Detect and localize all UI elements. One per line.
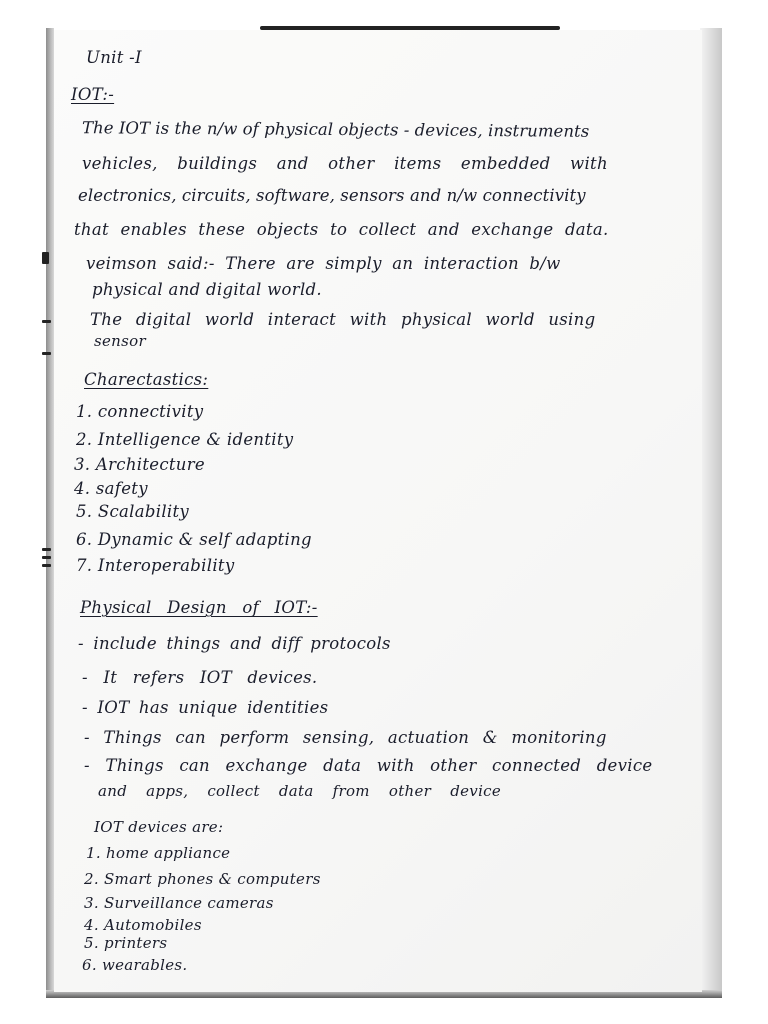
device-item: 2. Smart phones & computers (84, 870, 321, 888)
characteristic-item: 2. Intelligence & identity (76, 430, 294, 449)
characteristic-item: 3. Architecture (74, 455, 205, 474)
binding-mark (42, 556, 51, 559)
characteristics-heading: Charectastics: (84, 370, 209, 389)
physical-design-point: - It refers IOT devices. (82, 668, 318, 687)
unit-title: Unit -I (86, 48, 142, 67)
physical-design-point: - Things can perform sensing, actuation & monitoring (84, 728, 607, 747)
device-item: 3. Surveillance cameras (84, 894, 274, 912)
characteristic-item: 5. Scalability (76, 502, 190, 521)
devices-heading: IOT devices are: (94, 818, 224, 836)
definition-line: sensor (94, 332, 146, 350)
characteristic-item: 4. safety (74, 479, 148, 498)
definition-line: that enables these objects to collect and exchange data. (74, 220, 609, 239)
device-item: 1. home appliance (86, 844, 231, 862)
physical-design-point: and apps, collect data from other device (98, 782, 502, 800)
device-item: 6. wearables. (82, 956, 188, 974)
definition-line: electronics, circuits, software, sensors and n/w connectivity (78, 186, 586, 205)
definition-line: vehicles, buildings and other items embedded with (82, 154, 608, 173)
notebook-page (54, 30, 702, 992)
page-left-edge-shadow (46, 28, 54, 996)
physical-design-point: - IOT has unique identities (82, 698, 329, 717)
device-item: 5. printers (84, 934, 168, 952)
definition-line: The IOT is the n/w of physical objects - devices, instruments (81, 118, 590, 141)
characteristic-item: 6. Dynamic & self adapting (76, 530, 312, 549)
definition-line: physical and digital world. (92, 280, 322, 299)
binding-mark (42, 320, 51, 323)
device-item: 4. Automobiles (84, 916, 202, 934)
binding-mark (42, 548, 51, 551)
binding-mark (42, 564, 51, 567)
iot-heading: IOT:- (71, 85, 115, 104)
characteristic-item: 7. Interoperability (76, 556, 235, 575)
binding-mark (42, 352, 51, 355)
physical-design-point: - include things and diff protocols (78, 634, 391, 653)
page-right-edge-shadow (700, 28, 722, 996)
definition-line: The digital world interact with physical world using (90, 310, 596, 329)
physical-design-point: - Things can exchange data with other connected device (84, 756, 653, 775)
physical-design-heading: Physical Design of IOT:- (80, 598, 318, 617)
definition-line: veimson said:- There are simply an interaction b/w (86, 254, 561, 273)
characteristic-item: 1. connectivity (76, 402, 204, 421)
binding-mark (42, 252, 49, 264)
